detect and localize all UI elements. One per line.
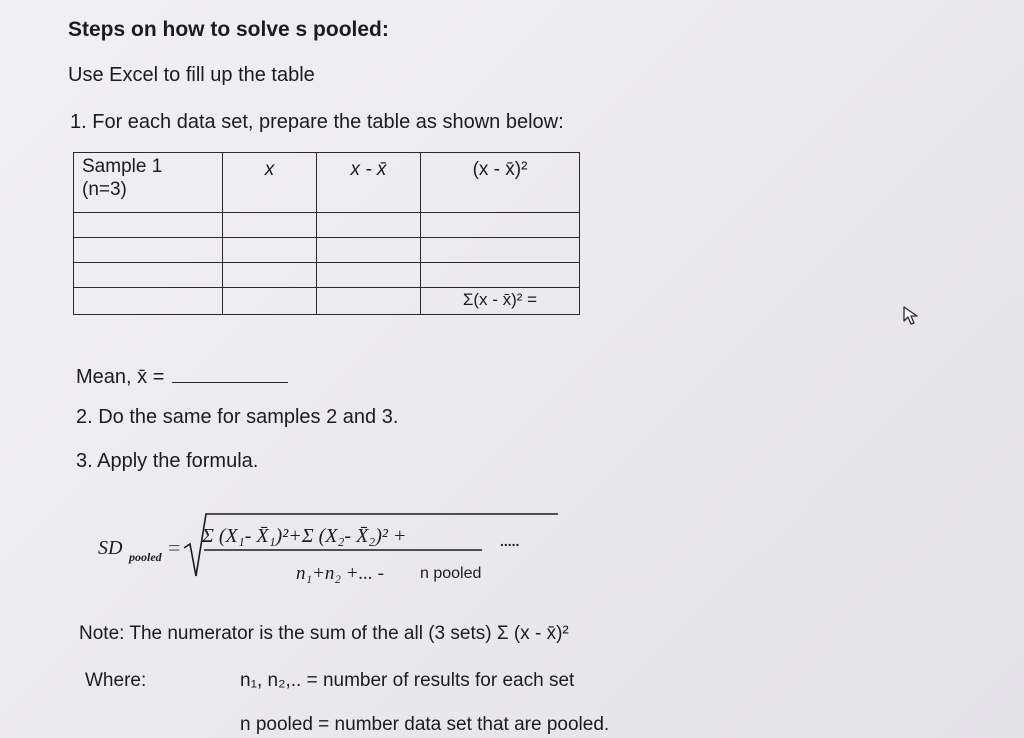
pooled-sd-formula [96, 498, 566, 594]
formula-denominator-pooled: n pooled [420, 565, 482, 582]
mouse-pointer-icon [902, 306, 922, 326]
mean-blank [172, 362, 288, 383]
definition-n-values: n₁, n₂,.. = number of results for each set [240, 670, 575, 691]
note-text: Note: The numerator is the sum of the all (3 sets) Σ (x - x̄)² [79, 623, 569, 644]
table-sum-row [74, 288, 580, 315]
where-label: Where: [85, 670, 147, 691]
header-sample [74, 153, 223, 213]
header-sample-label: Sample 1 [82, 156, 163, 177]
intro-text: Use Excel to fill up the table [68, 64, 315, 86]
step-3-text: 3. Apply the formula. [76, 450, 259, 472]
data-table [73, 152, 580, 315]
table-header-row [74, 153, 580, 213]
page-title: Steps on how to solve s pooled: [68, 18, 389, 41]
step-2-text: 2. Do the same for samples 2 and 3. [76, 406, 399, 428]
header-x: x [223, 153, 317, 213]
equals-sign: = [168, 535, 181, 560]
definition-n-pooled: n pooled = number data set that are pooled. [240, 714, 610, 735]
header-deviation: x - x̄ [317, 153, 421, 213]
table-row [74, 238, 580, 263]
sum-of-squares-label: Σ(x - x̄)² = [421, 288, 580, 315]
formula-numerator-ellipsis: ..... [500, 533, 520, 549]
formula-denominator: n₁+n₂ +... - [296, 563, 384, 584]
formula-lhs-subscript: pooled [129, 550, 162, 564]
table-row [74, 263, 580, 288]
mean-line [76, 362, 288, 389]
formula-numerator: Σ (X₁- X̄₁)²+Σ (X₂- X̄₂)² + [202, 525, 407, 547]
header-squared-deviation: (x - x̄)² [421, 153, 580, 213]
step-1-text: 1. For each data set, prepare the table as shown below: [70, 111, 564, 133]
table-row [74, 213, 580, 238]
formula-lhs: SD [98, 537, 123, 559]
mean-label: Mean, x̄ = [76, 366, 165, 388]
header-sample-n: (n=3) [82, 179, 127, 200]
